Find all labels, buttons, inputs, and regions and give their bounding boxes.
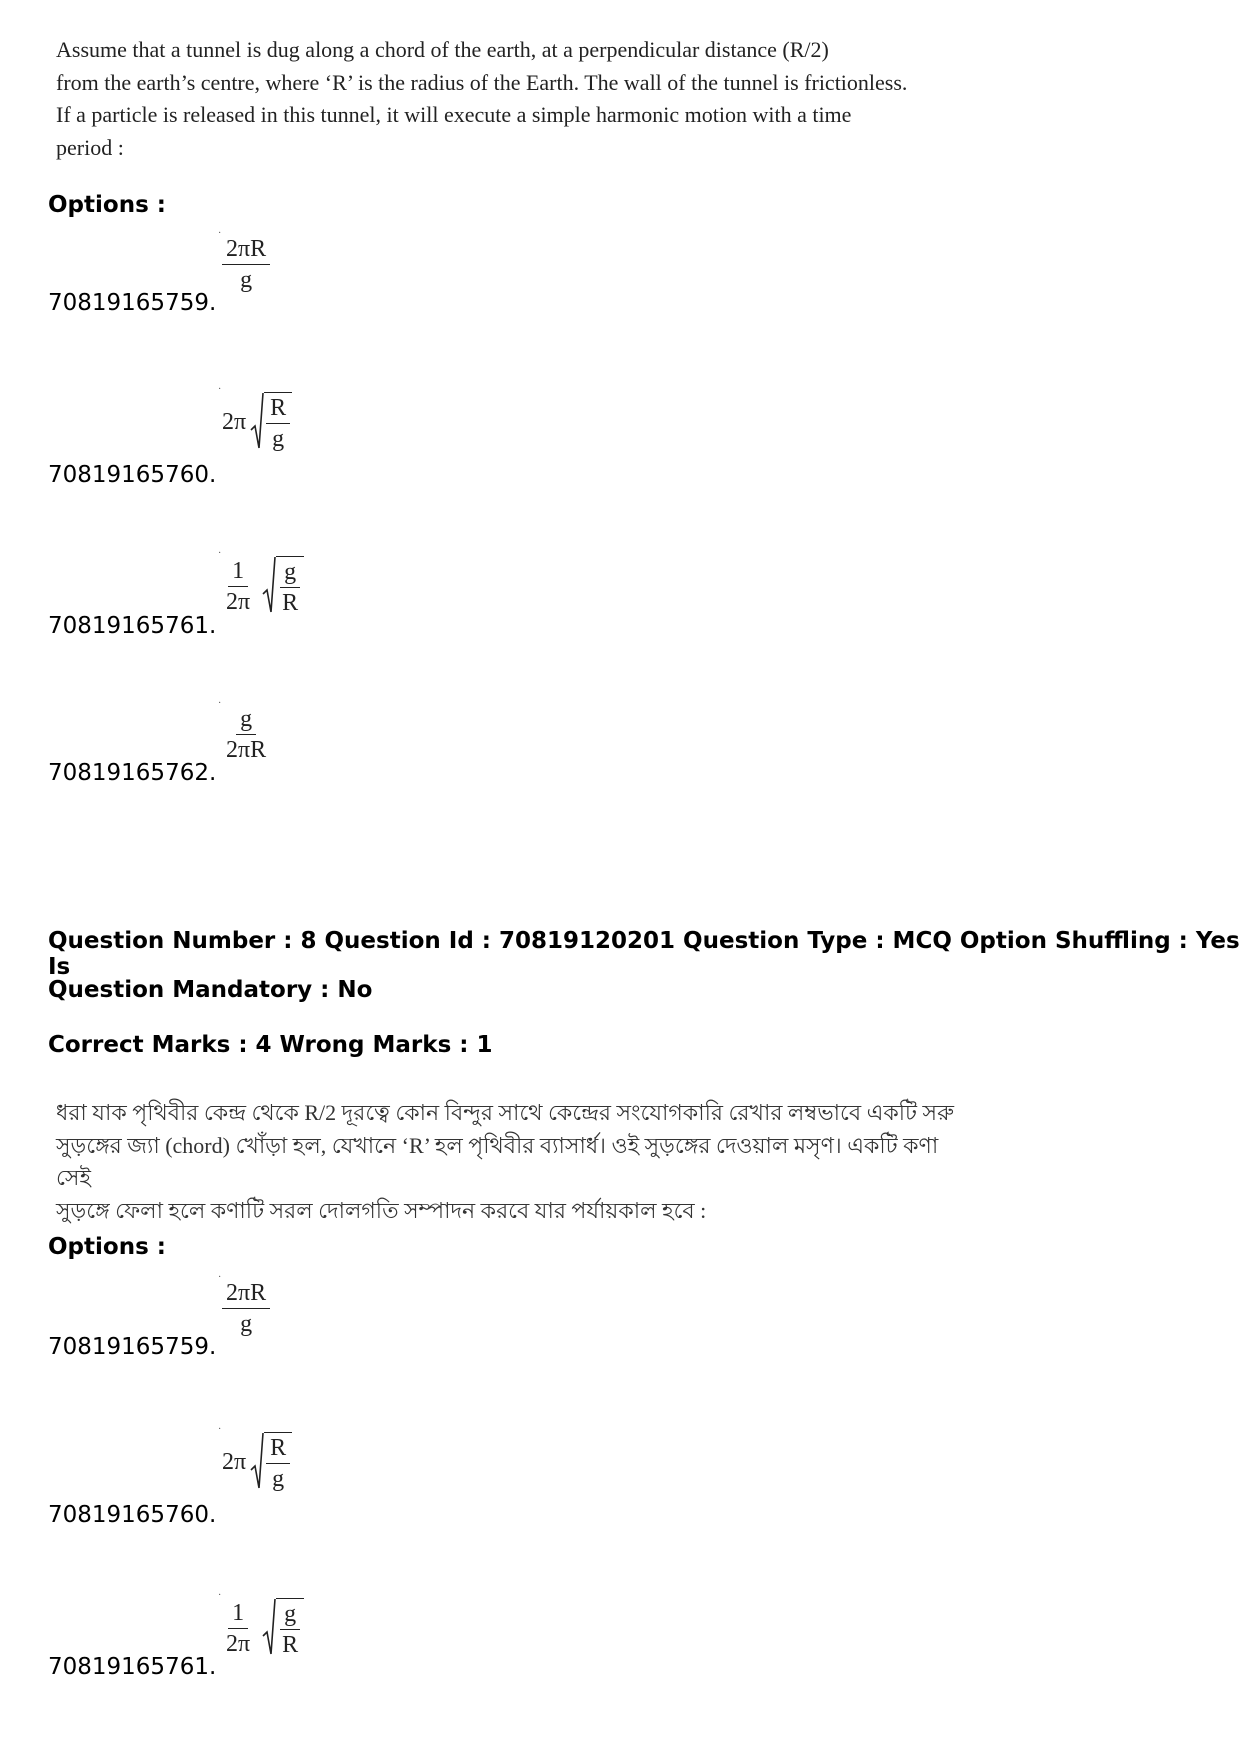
question-meta-line: Question Mandatory : No: [48, 977, 373, 1003]
option-id: 70819165759.: [48, 290, 217, 316]
option-formula: · 2π $\frac{R}{g}$: [222, 1432, 292, 1492]
question-text-line: সুড়ঙ্গে ফেলা হলে কণাটি সরল দোলগতি সম্পাদন করবে যার পর্যায়কাল হবে :: [56, 1197, 707, 1223]
option-formula: · $\frac{2\pi R}{g}$: [222, 236, 270, 293]
fraction-numerator: 2πR: [222, 1280, 270, 1309]
fraction-denominator: g: [272, 1466, 285, 1492]
sqrt-sign: [262, 1598, 276, 1656]
sqrt-sign: [250, 1432, 264, 1490]
options-heading: Options :: [48, 1234, 166, 1260]
question-text-line: from the earth’s centre, where ‘R’ is the radius of the Earth. The wall of the tunnel is frictionless.: [56, 69, 908, 95]
option-formula: · $\frac{1}{2\pi}$ $\frac{g}{R}$: [222, 1598, 304, 1658]
option-id: 70819165760.: [48, 1502, 217, 1528]
fraction-numerator: g: [280, 1601, 300, 1630]
fraction-numerator: R: [266, 395, 290, 424]
option-formula: · $\frac{1}{2\pi}$ $\frac{g}{R}$: [222, 556, 304, 616]
fraction-denominator: 2πR: [226, 737, 267, 763]
question-text-line: If a particle is released in this tunnel, it will execute a simple harmonic motion with a time: [56, 102, 852, 127]
option-formula: · 2π $\frac{R}{g}$: [222, 392, 292, 452]
options-heading: Options :: [48, 192, 166, 218]
marks-line: Correct Marks : 4 Wrong Marks : 1: [48, 1032, 493, 1058]
option-id: 70819165762.: [48, 760, 217, 786]
question-2-text: [56, 1097, 956, 1227]
fraction-denominator: g: [240, 1311, 253, 1337]
question-1-text: [56, 34, 956, 164]
option-id: 70819165761.: [48, 613, 217, 639]
coefficient: 2π: [222, 1448, 247, 1475]
fraction-denominator: R: [282, 590, 299, 616]
option-id: 70819165759.: [48, 1334, 217, 1360]
fraction-denominator: g: [240, 267, 253, 293]
fraction-numerator: 1: [228, 1600, 248, 1629]
fraction-denominator: g: [272, 426, 285, 452]
coefficient: 2π: [222, 408, 247, 435]
question-meta-line: Question Number : 8 Question Id : 70819120201 Question Type : MCQ Option Shuffling : Yes Is: [48, 928, 1240, 980]
sqrt-sign: [262, 556, 276, 614]
fraction-numerator: 1: [228, 558, 248, 587]
fraction-numerator: R: [266, 1435, 290, 1464]
question-text-line: সুড়ঙ্গের জ্যা (chord) খোঁড়া হল, যেখানে ‘R’ হল পৃথিবীর ব্যাসার্ধ। ওই সুড়ঙ্গের দেওয়াল মসৃণ। একটি কণা সেই: [56, 1132, 939, 1190]
option-id: 70819165760.: [48, 462, 217, 488]
option-id: 70819165761.: [48, 1654, 217, 1680]
question-text-line: period :: [56, 134, 124, 160]
option-formula: · $\frac{g}{2\pi R}$: [222, 706, 270, 763]
question-text-line: Assume that a tunnel is dug along a chord of the earth, at a perpendicular distance (R/2): [56, 37, 829, 62]
fraction-denominator: 2π: [226, 1630, 251, 1657]
question-text-line: ধরা যাক পৃথিবীর কেন্দ্র থেকে R/2 দূরত্বে কোন বিন্দুর সাথে কেন্দ্রের সংযোগকারি রেখার লম্বভাবে একটি সরু: [56, 1100, 954, 1125]
option-formula: · $\frac{2\pi R}{g}$: [222, 1280, 270, 1337]
fraction-numerator: g: [236, 706, 256, 735]
fraction-denominator: R: [282, 1632, 299, 1658]
fraction-denominator: 2π: [226, 588, 251, 615]
sqrt-sign: [250, 392, 264, 450]
fraction-numerator: 2πR: [222, 236, 270, 265]
fraction-numerator: g: [280, 559, 300, 588]
